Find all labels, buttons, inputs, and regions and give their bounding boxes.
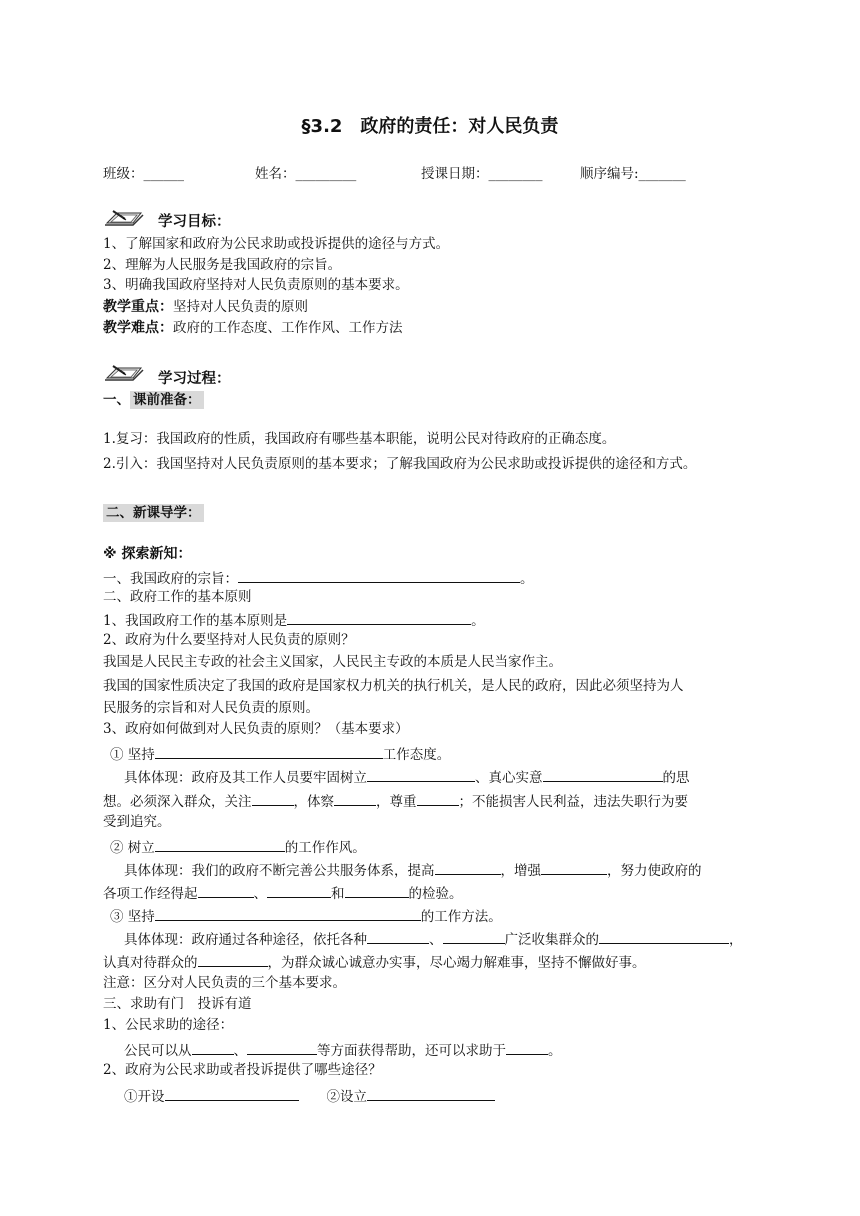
content-text: 一、我国政府的宗旨：: [103, 571, 238, 587]
blank: [443, 931, 505, 944]
blank: [247, 1042, 317, 1055]
content-text: 想。必须深入群众，关注: [103, 794, 252, 810]
blank: [267, 885, 331, 898]
order-field-label: 顺序编号:_______: [580, 166, 686, 182]
content-text: 的工作作风。: [284, 840, 366, 856]
part2-label: 二、新课导学：: [103, 504, 204, 522]
content-text: 具体体现：政府及其工作人员要牢固树立: [124, 770, 367, 786]
content-text: ，体察: [293, 794, 334, 810]
blank: [238, 570, 520, 583]
blank: [334, 793, 376, 806]
blank: [345, 885, 409, 898]
content-text: 的思: [662, 770, 690, 786]
goal-item: 1、了解国家和政府为公民求助或投诉提供的途径与方式。: [103, 236, 450, 252]
content-text: 和: [331, 886, 345, 902]
review-text: 1.复习：我国政府的性质，我国政府有哪些基本职能，说明公民对待政府的正确态度。: [103, 431, 616, 447]
content-text: 1、公民求助的途径：: [103, 1017, 234, 1033]
content-text: 民服务的宗旨和对人民负责的原则。: [103, 700, 319, 716]
content-text: 我国的国家性质决定了我国的政府是国家权力机关的执行机关，是人民的政府，因此必须坚持为人: [103, 678, 684, 694]
content-text: ，增强: [500, 863, 541, 879]
blank: [599, 931, 729, 944]
goal-item: 3、明确我国政府坚持对人民负责原则的基本要求。: [103, 277, 409, 293]
content-text: 受到追究。: [103, 814, 171, 830]
content-text: ，为群众诚心诚意办实事，尽心竭力解难事，坚持不懈做好事。: [267, 955, 646, 971]
content-text: 具体体现：我们的政府不断完善公共服务体系，提高: [124, 863, 435, 879]
content-text: 、: [253, 886, 267, 902]
content-text: ，尊重: [376, 794, 417, 810]
content-text: 具体体现：政府通过各种途径，依托各种: [124, 932, 367, 948]
content-text: 认真对待群众的: [103, 955, 198, 971]
content-text: 的工作方法。: [420, 909, 502, 925]
part1-label: 课前准备：: [130, 391, 204, 409]
key-point-text: 坚持对人民负责的原则: [173, 299, 308, 315]
content-text: 、真心实意: [475, 770, 543, 786]
content-text: 公民可以从: [124, 1043, 192, 1059]
content-text: 、: [429, 932, 443, 948]
blank: [155, 908, 421, 921]
content-text: ②设立: [326, 1089, 367, 1105]
blank: [506, 1042, 548, 1055]
content-text: 3、政府如何做到对人民负责的原则？（基本要求）: [103, 721, 409, 737]
content-text: 工作态度。: [382, 747, 451, 763]
content-text: 等方面获得帮助，还可以求助于: [317, 1043, 506, 1059]
blank: [155, 839, 285, 852]
name-field-label: 姓名：_________: [255, 166, 357, 182]
content-text: ③ 坚持: [110, 909, 155, 925]
content-text: ② 树立: [110, 840, 155, 856]
blank: [367, 931, 429, 944]
difficulty-label: 教学难点：: [103, 320, 173, 336]
explore-heading: ※ 探索新知：: [103, 546, 192, 562]
content-text: 二、政府工作的基本原则: [103, 589, 252, 605]
book-pen-icon: [103, 360, 147, 382]
process-heading: 学习过程：: [158, 371, 231, 387]
blank: [155, 746, 383, 759]
blank: [192, 1042, 234, 1055]
content-text: 。: [548, 1043, 562, 1059]
blank: [417, 793, 459, 806]
content-text: ；不能损害人民利益，违法失职行为要: [458, 794, 688, 810]
note-text: 注意：区分对人民负责的三个基本要求。: [103, 975, 346, 991]
content-text: 、: [233, 1043, 247, 1059]
blank: [543, 769, 663, 782]
difficulty-text: 政府的工作态度、工作作风、工作方法: [173, 320, 403, 336]
content-text: 。: [520, 571, 534, 587]
blank: [252, 793, 294, 806]
intro-text: 2.引入：我国坚持对人民负责原则的基本要求；了解我国政府为公民求助或投诉提供的途径和方式。: [103, 456, 697, 472]
goal-item: 2、理解为人民服务是我国政府的宗旨。: [103, 257, 342, 273]
blank: [287, 612, 471, 625]
content-text: 各项工作经得起: [103, 886, 198, 902]
content-text: ，努力使政府的: [607, 863, 702, 879]
blank: [367, 1088, 495, 1101]
blank: [198, 954, 268, 967]
blank: [541, 862, 607, 875]
content-text: ，: [729, 932, 743, 948]
page-title: §3.2 政府的责任：对人民负责: [301, 116, 559, 137]
content-text: ①开设: [124, 1089, 165, 1105]
blank: [435, 862, 501, 875]
content-text: 2、政府为什么要坚持对人民负责的原则？: [103, 632, 355, 648]
content-text: 广泛收集群众的: [504, 932, 599, 948]
blank: [165, 1088, 299, 1101]
content-text: 我国是人民民主专政的社会主义国家，人民民主专政的本质是人民当家作主。: [103, 654, 562, 670]
content-text: 2、政府为公民求助或者投诉提供了哪些途径？: [103, 1062, 382, 1078]
content-text: ① 坚持: [110, 747, 155, 763]
blank: [367, 769, 475, 782]
key-point-label: 教学重点：: [103, 299, 173, 315]
date-field-label: 授课日期：________: [421, 166, 543, 182]
class-field-label: 班级：______: [103, 166, 184, 182]
content-text: 的检验。: [408, 886, 463, 902]
content-text: 。: [471, 613, 485, 629]
part1-prefix: 一、: [103, 392, 130, 408]
content-text: 三、求助有门 投诉有道: [103, 996, 252, 1012]
blank: [198, 885, 254, 898]
content-text: 1、我国政府工作的基本原则是: [103, 613, 288, 629]
book-pen-icon: [103, 205, 147, 227]
goals-heading: 学习目标：: [158, 214, 231, 230]
